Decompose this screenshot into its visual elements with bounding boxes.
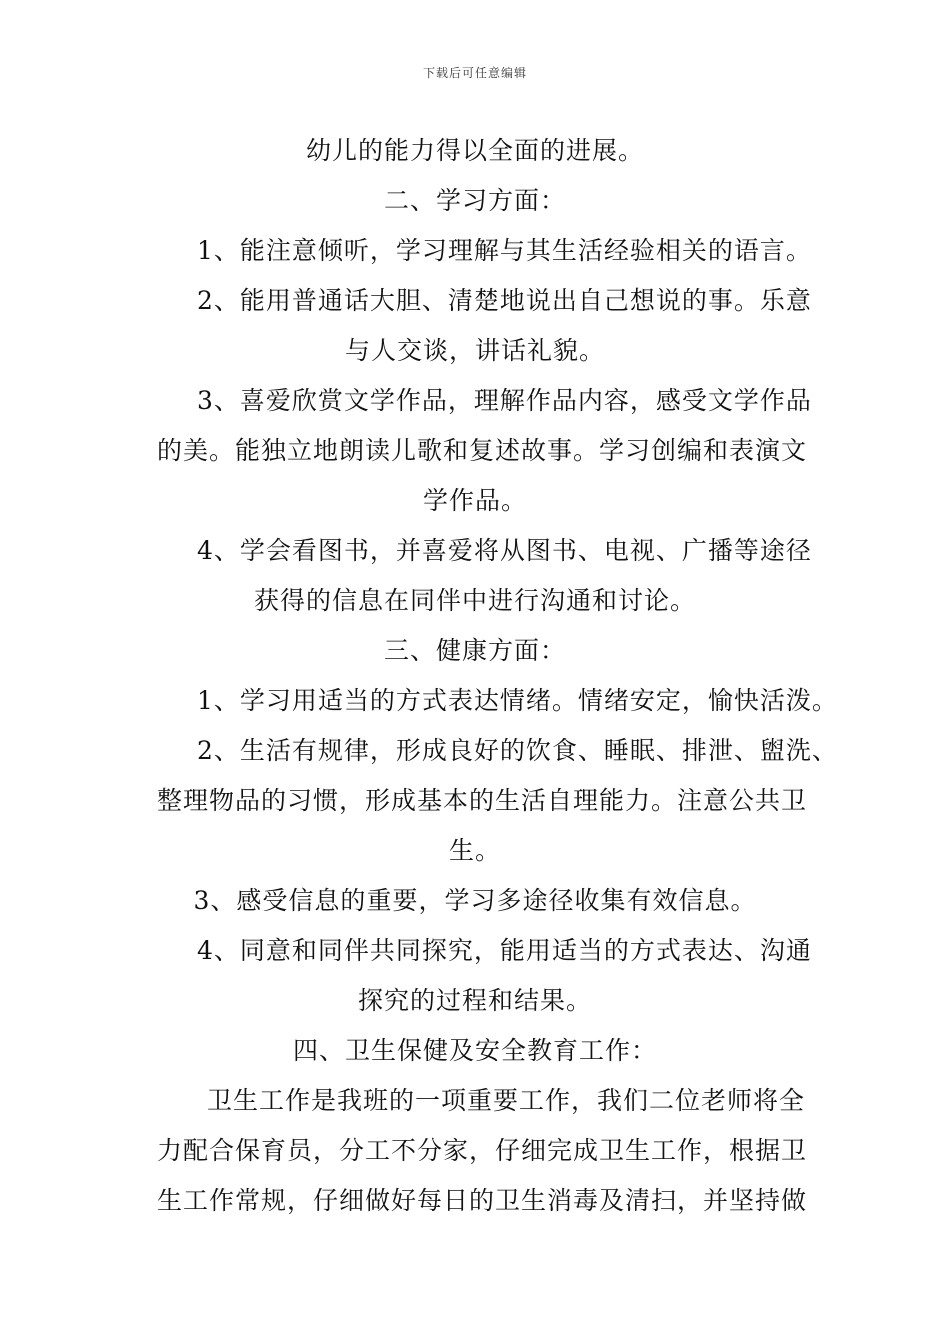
text-line: 力配合保育员，分工不分家，仔细完成卫生工作，根据卫 <box>157 1136 808 1165</box>
text-line: 卫生工作是我班的一项重要工作，我们二位老师将全 <box>207 1086 806 1115</box>
text-line: 1、能注意倾听，学习理解与其生活经验相关的语言。 <box>197 236 812 265</box>
text-line: 整理物品的习惯，形成基本的生活自理能力。注意公共卫 <box>157 786 808 815</box>
text-line: 的美。能独立地朗读儿歌和复述故事。学习创编和表演文 <box>157 436 808 465</box>
text-line: 2、能用普通话大胆、清楚地说出自己想说的事。乐意 <box>197 286 812 315</box>
section-heading: 二、学习方面： <box>383 186 566 215</box>
text-line: 学作品。 <box>422 486 527 515</box>
text-line: 幼儿的能力得以全面的进展。 <box>305 136 644 165</box>
text-line: 生。 <box>448 836 501 865</box>
section-heading: 四、卫生保健及安全教育工作： <box>292 1036 657 1065</box>
text-line: 2、生活有规律，形成良好的饮食、睡眠、排泄、盥洗、 <box>197 736 838 765</box>
text-line: 3、感受信息的重要，学习多途径收集有效信息。 <box>193 886 757 915</box>
text-line: 获得的信息在同伴中进行沟通和讨论。 <box>253 586 696 615</box>
text-line: 4、学会看图书，并喜爱将从图书、电视、广播等途径 <box>197 536 812 565</box>
text-line: 与人交谈，讲话礼貌。 <box>344 336 605 365</box>
text-line: 生工作常规，仔细做好每日的卫生消毒及清扫，并坚持做 <box>157 1186 808 1215</box>
page-header: 下载后可任意编辑 <box>422 66 527 80</box>
section-heading: 三、健康方面： <box>383 636 566 665</box>
text-line: 3、喜爱欣赏文学作品，理解作品内容，感受文学作品 <box>197 386 812 415</box>
text-line: 1、学习用适当的方式表达情绪。情绪安定，愉快活泼。 <box>197 686 838 715</box>
text-line: 探究的过程和结果。 <box>357 986 592 1015</box>
text-line: 4、同意和同伴共同探究，能用适当的方式表达、沟通 <box>197 936 812 965</box>
